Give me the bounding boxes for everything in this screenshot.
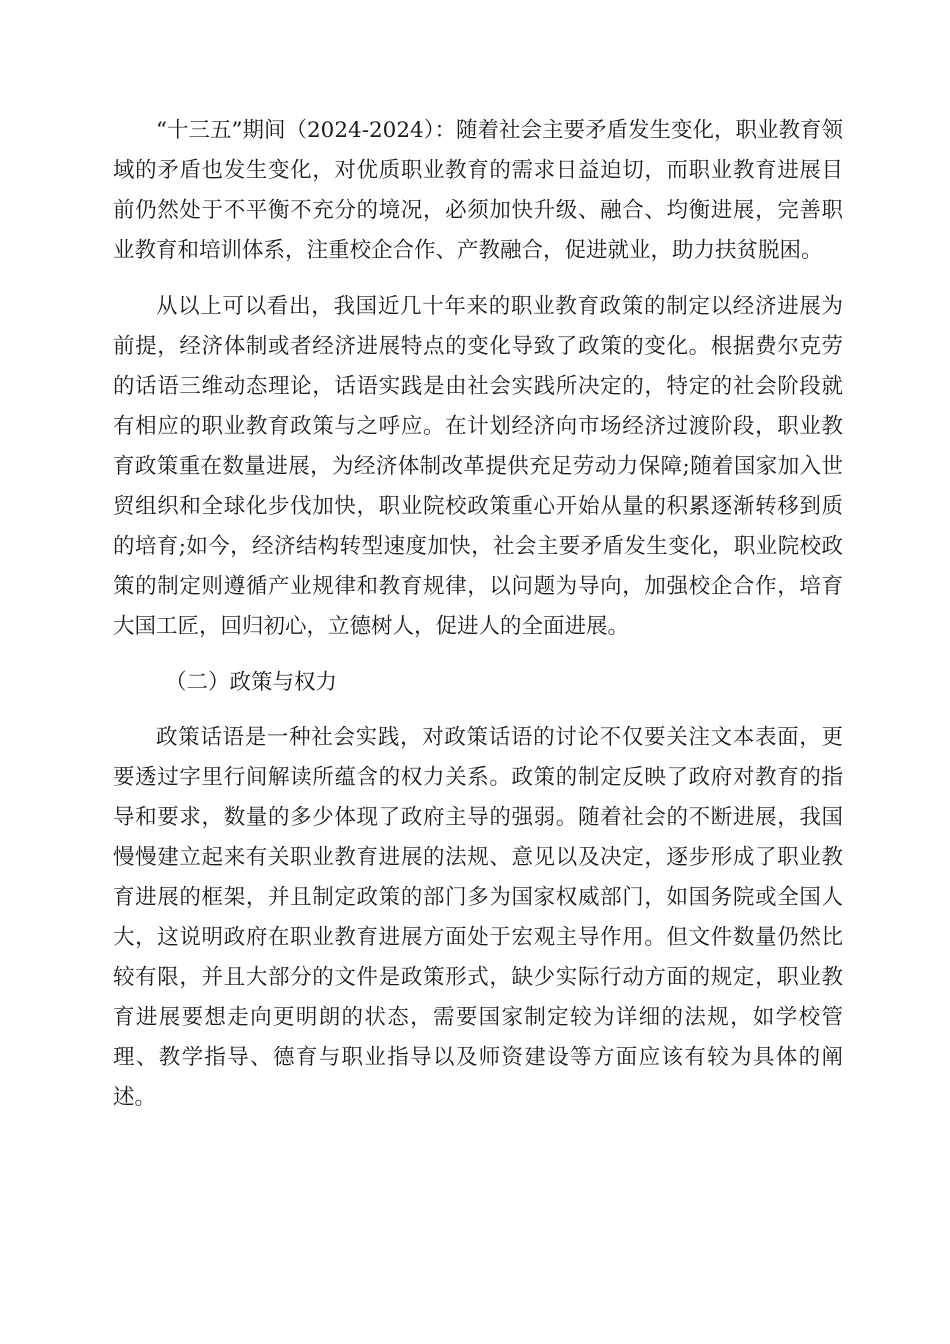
section-heading-policy-and-power: （二）政策与权力 <box>165 670 338 695</box>
document-body <box>113 111 843 1118</box>
paragraph-policy-summary: 从以上可以看出，我国近几十年来的职业教育政策的制定以经济进展为前提，经济体制或者经济进展特点的变化导致了政策的变化。根据费尔克劳的话语三维动态理论，话语实践是由社会实践所决定的，特定的社会阶段就有相应的职业教育政策与之呼应。在计划经济向市场经济过渡阶段，职业教育政策重在数量进展，为经济体制改革提供充足劳动力保障;随着国家加入世贸组织和全球化步伐加快，职业院校政策重心开始从量的积累逐渐转移到质的培育;如今，经济结构转型速度加快，社会主要矛盾发生变化，职业院校政策的制定则遵循产业规律和教育规律，以问题为导向，加强校企合作，培育大国工匠，回归初心，立德树人，促进人的全面进展。 <box>113 294 843 639</box>
paragraph-policy-discourse: 政策话语是一种社会实践，对政策话语的讨论不仅要关注文本表面，更要透过字里行间解读所蕴含的权力关系。政策的制定反映了政府对教育的指导和要求，数量的多少体现了政府主导的强弱。随着社会的不断进展，我国慢慢建立起来有关职业教育进展的法规、意见以及决定，逐步形成了职业教育进展的框架，并且制定政策的部门多为国家权威部门，如国务院或全国人大，这说明政府在职业教育进展方面处于宏观主导作用。但文件数量仍然比较有限，并且大部分的文件是政策形式，缺少实际行动方面的规定，职业教育进展要想走向更明朗的状态，需要国家制定较为详细的法规，如学校管理、教学指导、德育与职业指导以及师资建设等方面应该有较为具体的阐述。 <box>113 725 843 1110</box>
paragraph-thirteenth-five-year: “十三五”期间（2024-2024）：随着社会主要矛盾发生变化，职业教育领域的矛盾也发生变化，对优质职业教育的需求日益迫切，而职业教育进展目前仍然处于不平衡不充分的境况，必须加快升级、融合、均衡进展，完善职业教育和培训体系，注重校企合作、产教融合，促进就业，助力扶贫脱困。 <box>113 118 843 263</box>
